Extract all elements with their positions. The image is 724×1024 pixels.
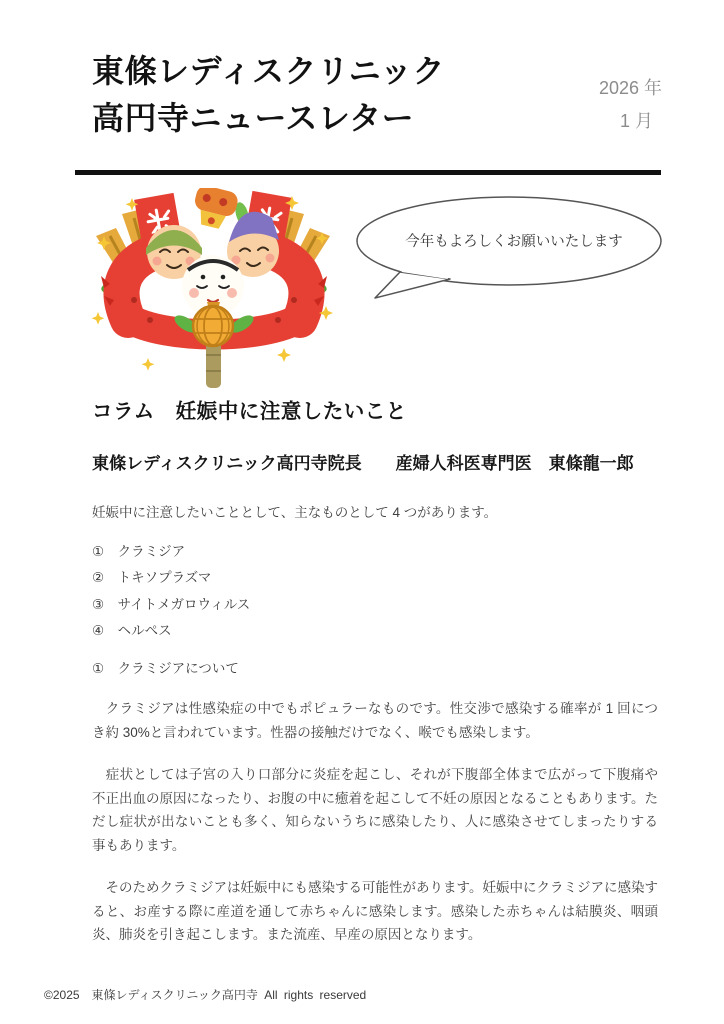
topic-item-3: ③ サイトメガロウィルス (92, 596, 251, 612)
issue-year: 2026 年 (598, 78, 662, 98)
issue-date (599, 72, 662, 138)
newsletter-title-line1: 東條レディスクリニック (92, 53, 446, 89)
footer-copyright: ©2025 東條レディスクリニック高円寺 All rights reserved (44, 988, 367, 1002)
section-title: ① クラミジアについて (92, 660, 239, 676)
intro-paragraph: 妊娠中に注意したいこととして、主なものとして 4 つがあります。 (92, 505, 498, 520)
topic-item-1: ① クラミジア (92, 543, 186, 559)
speech-bubble (350, 194, 664, 308)
topic-list (92, 539, 658, 645)
paragraph-2: 症状としては子宮の入り口部分に炎症を起こし、それが下腹部全体まで広がって下腹痛や不正出血の原因になったり、お腹の中に癒着を起こして不妊の原因となることもあります。ただし症状が出ないことも多く、知らないうちに感染したり、人に感染させてしまったりする事もあります。 (92, 767, 658, 853)
new-year-kumade-illustration-icon (90, 188, 338, 388)
author-line: 東條レディスクリニック高円寺院長 産婦人科医専門医 東條龍一郎 (92, 454, 634, 473)
newsletter-title-line2: 高円寺ニュースレター (92, 100, 415, 136)
paragraph-1: クラミジアは性感染症の中でもポピュラーなものです。性交渉で感染する確率が 1 回につき約 30%と言われています。性器の接触だけでなく、喉でも感染します。 (92, 701, 658, 740)
paragraph-3: そのためクラミジアは妊娠中にも感染する可能性があります。妊娠中にクラミジアに感染すると、お産する際に産道を通して赤ちゃんに感染します。感染した赤ちゃんは結膜炎、咽頭炎、肺炎を引き起こします。また流産、早産の原因となります。 (92, 880, 658, 943)
topic-item-4: ④ ヘルペス (92, 623, 172, 639)
issue-month: 1 月 (619, 111, 653, 131)
greeting-text: 今年もよろしくお願いいたします (405, 234, 623, 250)
masthead-divider (75, 170, 661, 175)
newsletter-title (92, 48, 445, 142)
column-heading: コラム 妊娠中に注意したいこと (92, 400, 407, 423)
column-content (92, 394, 658, 966)
topic-item-2: ② トキソプラズマ (92, 570, 212, 586)
